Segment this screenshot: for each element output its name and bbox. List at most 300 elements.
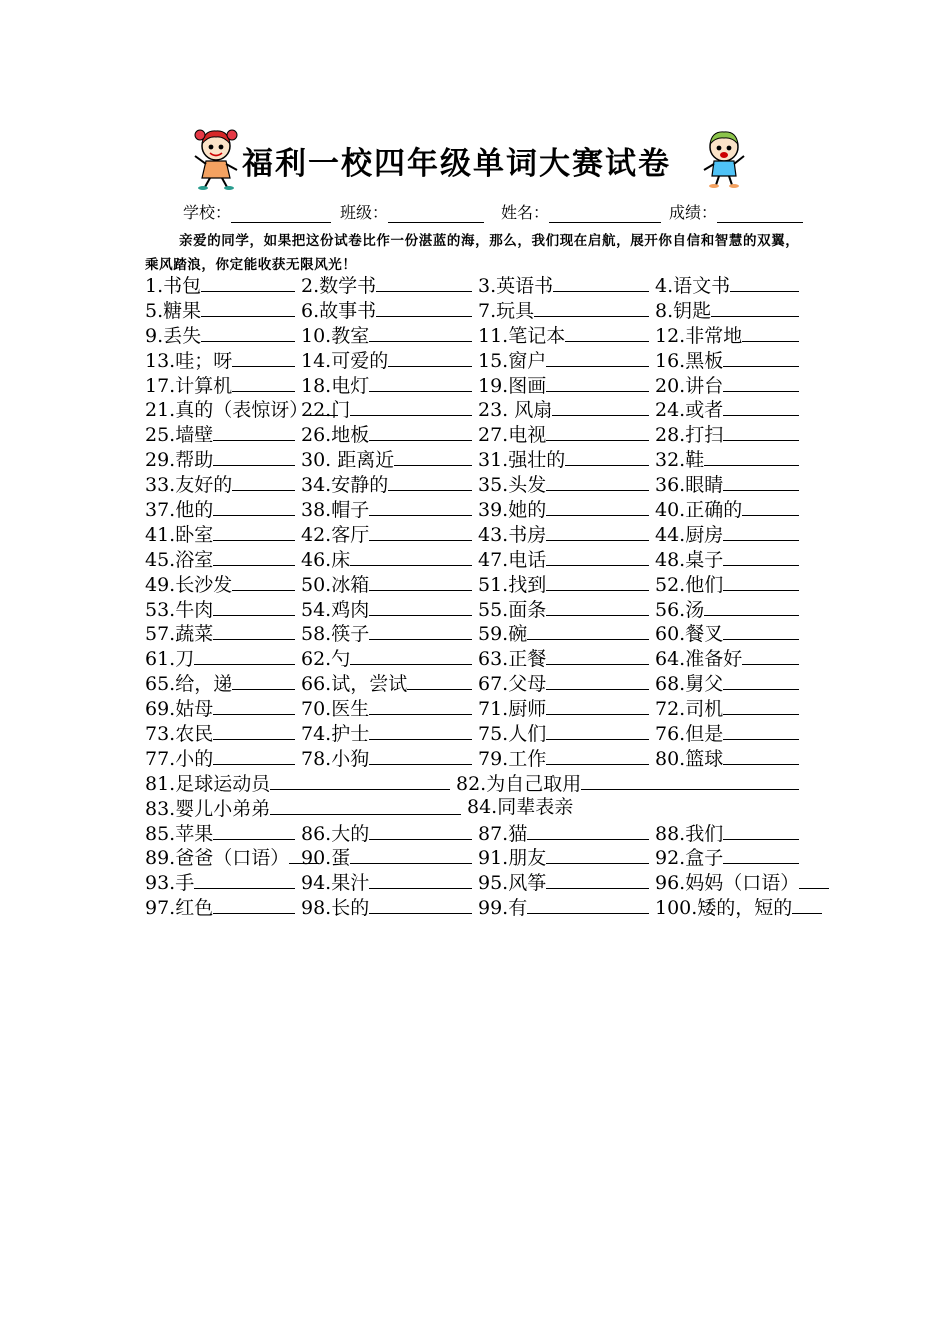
word-item: [145, 446, 295, 473]
answer-blank[interactable]: [581, 770, 799, 790]
word-item: [655, 645, 799, 672]
word-label: 26.地板: [301, 424, 370, 447]
word-label: 55.面条: [478, 598, 547, 621]
word-item: [301, 670, 472, 697]
word-label: 51.找到: [478, 573, 547, 596]
word-item: [478, 596, 649, 623]
word-row: [145, 795, 810, 820]
word-row: [145, 372, 810, 397]
word-row: [145, 894, 810, 919]
word-label: 80.篮球: [655, 747, 724, 770]
answer-blank[interactable]: [350, 546, 472, 566]
answer-blank[interactable]: [388, 471, 472, 491]
title-row: [190, 126, 770, 192]
answer-blank[interactable]: [534, 297, 649, 317]
word-item: [145, 820, 295, 847]
word-item: [655, 571, 799, 598]
word-row: [145, 446, 810, 471]
answer-blank[interactable]: [565, 322, 649, 342]
word-item: [301, 372, 472, 399]
class-label: 班级：: [340, 203, 389, 222]
word-item: [301, 596, 472, 623]
answer-blank[interactable]: [527, 620, 649, 640]
word-label: 69.姑母: [145, 698, 214, 721]
word-item: [467, 795, 573, 820]
answer-blank[interactable]: [723, 421, 799, 441]
score-input-line[interactable]: [717, 206, 803, 223]
word-item: [655, 894, 822, 921]
answer-blank[interactable]: [546, 421, 649, 441]
word-label: 19.图画: [478, 374, 547, 397]
word-item: [478, 546, 649, 573]
intro-paragraph: [145, 229, 807, 277]
answer-blank[interactable]: [213, 820, 295, 840]
word-row: [145, 421, 810, 446]
word-label: 61.刀: [145, 648, 195, 671]
word-label: 98.长的: [301, 897, 370, 920]
answer-blank[interactable]: [270, 795, 461, 815]
word-item: [301, 695, 472, 722]
class-input-line[interactable]: [388, 206, 484, 223]
answer-blank[interactable]: [704, 596, 799, 616]
answer-blank[interactable]: [201, 272, 295, 292]
answer-blank[interactable]: [546, 745, 649, 765]
answer-blank[interactable]: [213, 720, 295, 740]
word-label: 72.司机: [655, 698, 724, 721]
word-item: [655, 521, 799, 548]
word-row: [145, 670, 810, 695]
girl-mascot-icon: [190, 126, 242, 190]
name-input-line[interactable]: [549, 206, 661, 223]
answer-blank[interactable]: [369, 596, 472, 616]
exam-title: 福利一校四年级单词大赛试卷: [242, 146, 671, 182]
word-item: [145, 894, 295, 921]
word-label: 40.正确的: [655, 499, 743, 522]
word-label: 46.床: [301, 548, 351, 571]
answer-blank[interactable]: [213, 446, 295, 466]
word-label: 16.黑板: [655, 349, 724, 372]
word-item: [145, 645, 295, 672]
word-label: 38.帽子: [301, 499, 370, 522]
word-row: [145, 820, 810, 845]
answer-blank[interactable]: [723, 820, 799, 840]
word-list: [145, 272, 810, 919]
word-item: [145, 745, 295, 772]
word-row: [145, 596, 810, 621]
answer-blank[interactable]: [369, 571, 472, 591]
answer-blank[interactable]: [369, 372, 472, 392]
answer-blank[interactable]: [369, 521, 472, 541]
word-label: 53.牛肉: [145, 598, 214, 621]
word-item: [301, 322, 472, 349]
answer-blank[interactable]: [376, 297, 472, 317]
word-label: 85.苹果: [145, 822, 214, 845]
word-item: [301, 272, 472, 299]
word-label: 29.帮助: [145, 449, 214, 472]
word-item: [478, 297, 649, 324]
answer-blank[interactable]: [213, 894, 295, 914]
answer-blank[interactable]: [213, 546, 295, 566]
answer-blank[interactable]: [799, 869, 829, 889]
word-label: 22.门: [301, 399, 351, 422]
word-item: [301, 546, 472, 573]
word-item: [478, 421, 649, 448]
word-item: [301, 745, 472, 772]
word-item: [655, 396, 799, 423]
word-label: 41.卧室: [145, 523, 214, 546]
word-label: 50.冰箱: [301, 573, 370, 596]
word-item: [301, 496, 472, 523]
word-label: 100.矮的，短的: [655, 897, 793, 920]
word-label: 7.玩具: [478, 299, 535, 322]
answer-blank[interactable]: [723, 571, 799, 591]
answer-blank[interactable]: [546, 720, 649, 740]
word-item: [145, 372, 295, 399]
word-label: 4.语文书: [655, 275, 731, 297]
word-label: 62.勺: [301, 648, 351, 671]
word-item: [478, 745, 649, 772]
answer-blank[interactable]: [213, 521, 295, 541]
school-field[interactable]: [183, 200, 331, 223]
word-item: [478, 446, 649, 473]
word-item: [478, 571, 649, 598]
word-label: 20.讲台: [655, 374, 724, 397]
word-label: 58.筷子: [301, 623, 370, 646]
answer-blank[interactable]: [232, 471, 295, 491]
word-label: 83.婴儿小弟弟: [145, 797, 271, 820]
word-item: [478, 695, 649, 722]
answer-blank[interactable]: [232, 372, 295, 392]
word-item: [655, 471, 799, 498]
answer-blank[interactable]: [546, 869, 649, 889]
word-item: [478, 820, 649, 847]
word-label: 73.农民: [145, 723, 214, 746]
answer-blank[interactable]: [232, 670, 295, 690]
answer-blank[interactable]: [407, 670, 472, 690]
word-label: 93.手: [145, 872, 195, 895]
word-item: [301, 645, 472, 672]
word-item: [145, 521, 295, 548]
word-item: [478, 620, 649, 647]
word-item: [478, 894, 649, 921]
word-item: [655, 820, 799, 847]
word-item: [655, 670, 799, 697]
word-label: 57.蔬菜: [145, 623, 214, 646]
answer-blank[interactable]: [369, 695, 472, 715]
answer-blank[interactable]: [723, 745, 799, 765]
word-label: 3.英语书: [478, 275, 554, 297]
answer-blank[interactable]: [194, 869, 295, 889]
word-item: [301, 869, 472, 896]
word-label: 43.书房: [478, 523, 547, 546]
word-label: 66.试，尝试: [301, 673, 408, 696]
word-item: [301, 297, 472, 324]
word-item: [655, 421, 799, 448]
word-item: [145, 844, 319, 871]
answer-blank[interactable]: [546, 844, 649, 864]
answer-blank[interactable]: [723, 620, 799, 640]
answer-blank[interactable]: [369, 496, 472, 516]
word-row: [145, 745, 810, 770]
word-row: [145, 720, 810, 745]
answer-blank[interactable]: [742, 322, 799, 342]
word-row: [145, 347, 810, 372]
word-label: 48.桌子: [655, 548, 724, 571]
word-item: [145, 297, 295, 324]
word-item: [301, 620, 472, 647]
word-label: 33.友好的: [145, 474, 233, 497]
word-label: 47.电话: [478, 548, 547, 571]
word-item: [655, 695, 799, 722]
answer-blank[interactable]: [350, 645, 472, 665]
answer-blank[interactable]: [369, 720, 472, 740]
word-item: [655, 272, 799, 299]
word-item: [145, 596, 295, 623]
word-label: 92.盒子: [655, 847, 724, 870]
answer-blank[interactable]: [546, 521, 649, 541]
word-item: [301, 446, 472, 473]
answer-blank[interactable]: [723, 372, 799, 392]
answer-blank[interactable]: [194, 645, 295, 665]
answer-blank[interactable]: [369, 620, 472, 640]
word-item: [301, 894, 472, 921]
word-item: [301, 844, 472, 871]
word-label: 90.蛋: [301, 847, 351, 870]
word-item: [145, 795, 461, 822]
word-label: 59.碗: [478, 623, 528, 646]
word-item: [301, 521, 472, 548]
boy-mascot-icon: [700, 128, 748, 188]
answer-blank[interactable]: [527, 894, 649, 914]
answer-blank[interactable]: [711, 297, 799, 317]
answer-blank[interactable]: [730, 272, 799, 292]
answer-blank[interactable]: [270, 770, 450, 790]
answer-blank[interactable]: [546, 695, 649, 715]
word-label: 31.强壮的: [478, 449, 566, 472]
answer-blank[interactable]: [565, 446, 649, 466]
answer-blank[interactable]: [704, 446, 799, 466]
word-label: 60.餐叉: [655, 623, 724, 646]
answer-blank[interactable]: [546, 496, 649, 516]
class-field[interactable]: [340, 200, 484, 223]
word-row: [145, 322, 810, 347]
word-label: 9.丢失: [145, 324, 202, 347]
word-item: [655, 844, 799, 871]
answer-blank[interactable]: [369, 869, 472, 889]
word-item: [655, 720, 799, 747]
answer-blank[interactable]: [369, 820, 472, 840]
word-item: [145, 869, 295, 896]
answer-blank[interactable]: [201, 322, 295, 342]
word-item: [478, 521, 649, 548]
answer-blank[interactable]: [546, 645, 649, 665]
answer-blank[interactable]: [213, 421, 295, 441]
word-item: [655, 745, 799, 772]
word-label: 64.准备好: [655, 648, 743, 671]
word-item: [478, 347, 649, 374]
word-label: 21.真的（表惊讶）: [145, 399, 309, 422]
answer-blank[interactable]: [552, 396, 649, 416]
word-label: 76.但是: [655, 723, 724, 746]
word-label: 8.钥匙: [655, 299, 712, 322]
word-item: [655, 372, 799, 399]
answer-blank[interactable]: [232, 347, 295, 367]
answer-blank[interactable]: [546, 571, 649, 591]
word-item: [478, 844, 649, 871]
word-row: [145, 645, 810, 670]
word-row: [145, 297, 810, 322]
word-label: 95.风筝: [478, 872, 547, 895]
word-item: [301, 347, 472, 374]
word-row: [145, 272, 810, 297]
word-item: [478, 720, 649, 747]
word-label: 13.哇；呀: [145, 349, 233, 372]
answer-blank[interactable]: [723, 396, 799, 416]
word-item: [655, 620, 799, 647]
name-field[interactable]: [501, 200, 661, 223]
word-label: 99.有: [478, 897, 528, 920]
school-input-line[interactable]: [231, 206, 331, 223]
word-label: 65.给，递: [145, 673, 233, 696]
word-item: [456, 770, 799, 797]
word-label: 24.或者: [655, 399, 724, 422]
answer-blank[interactable]: [369, 745, 472, 765]
word-label: 5.糖果: [145, 299, 202, 322]
word-item: [301, 396, 472, 423]
answer-blank[interactable]: [546, 670, 649, 690]
word-label: 32.鞋: [655, 449, 705, 472]
answer-blank[interactable]: [213, 745, 295, 765]
word-label: 97.红色: [145, 897, 214, 920]
word-label: 12.非常地: [655, 324, 743, 347]
word-item: [655, 869, 829, 896]
word-label: 84.同辈表亲: [467, 795, 574, 818]
answer-blank[interactable]: [369, 322, 472, 342]
answer-blank[interactable]: [369, 894, 472, 914]
answer-blank[interactable]: [213, 496, 295, 516]
word-label: 49.长沙发: [145, 573, 233, 596]
word-item: [301, 820, 472, 847]
word-label: 54.鸡肉: [301, 598, 370, 621]
answer-blank[interactable]: [213, 596, 295, 616]
answer-blank[interactable]: [527, 820, 649, 840]
word-label: 77.小的: [145, 747, 214, 770]
word-item: [145, 620, 295, 647]
word-label: 28.打扫: [655, 424, 724, 447]
word-label: 30. 距离近: [301, 449, 395, 472]
answer-blank[interactable]: [546, 347, 649, 367]
score-label: 成绩：: [669, 203, 718, 222]
answer-blank[interactable]: [723, 670, 799, 690]
answer-blank[interactable]: [723, 546, 799, 566]
word-label: 35.头发: [478, 474, 547, 497]
word-label: 78.小狗: [301, 747, 370, 770]
word-label: 37.他的: [145, 499, 214, 522]
word-label: 91.朋友: [478, 847, 547, 870]
answer-blank[interactable]: [369, 421, 472, 441]
answer-blank[interactable]: [723, 695, 799, 715]
answer-blank[interactable]: [553, 272, 649, 292]
word-label: 94.果汁: [301, 872, 370, 895]
word-label: 96.妈妈（口语）: [655, 872, 800, 895]
word-item: [145, 546, 295, 573]
word-item: [301, 720, 472, 747]
word-item: [145, 471, 295, 498]
answer-blank[interactable]: [742, 645, 799, 665]
answer-blank[interactable]: [723, 347, 799, 367]
word-item: [655, 546, 799, 573]
word-label: 87.猫: [478, 822, 528, 845]
word-item: [655, 496, 799, 523]
word-item: [301, 471, 472, 498]
word-label: 6.故事书: [301, 299, 377, 322]
answer-blank[interactable]: [546, 372, 649, 392]
word-item: [478, 322, 649, 349]
word-item: [145, 695, 295, 722]
answer-blank[interactable]: [723, 720, 799, 740]
word-label: 56.汤: [655, 598, 705, 621]
word-item: [655, 596, 799, 623]
word-label: 45.浴室: [145, 548, 214, 571]
answer-blank[interactable]: [350, 396, 472, 416]
answer-blank[interactable]: [723, 521, 799, 541]
answer-blank[interactable]: [376, 272, 472, 292]
word-label: 11.笔记本: [478, 324, 566, 347]
word-row: [145, 869, 810, 894]
word-item: [145, 571, 295, 598]
answer-blank[interactable]: [546, 546, 649, 566]
word-label: 15.窗户: [478, 349, 547, 372]
word-item: [145, 272, 295, 299]
answer-blank[interactable]: [213, 695, 295, 715]
answer-blank[interactable]: [350, 844, 472, 864]
answer-blank[interactable]: [232, 571, 295, 591]
word-label: 89.爸爸（口语）: [145, 847, 290, 870]
word-item: [655, 297, 799, 324]
word-row: [145, 571, 810, 596]
word-label: 27.电视: [478, 424, 547, 447]
answer-blank[interactable]: [388, 347, 472, 367]
word-item: [655, 347, 799, 374]
answer-blank[interactable]: [723, 844, 799, 864]
word-item: [478, 471, 649, 498]
school-label: 学校：: [183, 203, 232, 222]
answer-blank[interactable]: [201, 297, 295, 317]
word-row: [145, 396, 810, 421]
word-item: [145, 421, 295, 448]
answer-blank[interactable]: [742, 496, 799, 516]
word-item: [478, 396, 649, 423]
answer-blank[interactable]: [792, 894, 822, 914]
word-label: 68.舅父: [655, 673, 724, 696]
answer-blank[interactable]: [213, 620, 295, 640]
word-label: 71.厨师: [478, 698, 547, 721]
word-label: 70.医生: [301, 698, 370, 721]
intro-text: 亲爱的同学，如果把这份试卷比作一份湛蓝的海，那么，我们现在启航，展开你自信和智慧的双翼，乘风踏浪，你定能收获无限风光！: [145, 233, 800, 273]
answer-blank[interactable]: [394, 446, 472, 466]
word-label: 52.他们: [655, 573, 724, 596]
word-label: 67.父母: [478, 673, 547, 696]
word-item: [478, 272, 649, 299]
answer-blank[interactable]: [546, 596, 649, 616]
word-label: 42.客厅: [301, 523, 370, 546]
answer-blank[interactable]: [723, 471, 799, 491]
score-field[interactable]: [669, 200, 803, 223]
word-item: [145, 347, 295, 374]
word-label: 23. 风扇: [478, 399, 553, 422]
word-label: 86.大的: [301, 822, 370, 845]
answer-blank[interactable]: [546, 471, 649, 491]
